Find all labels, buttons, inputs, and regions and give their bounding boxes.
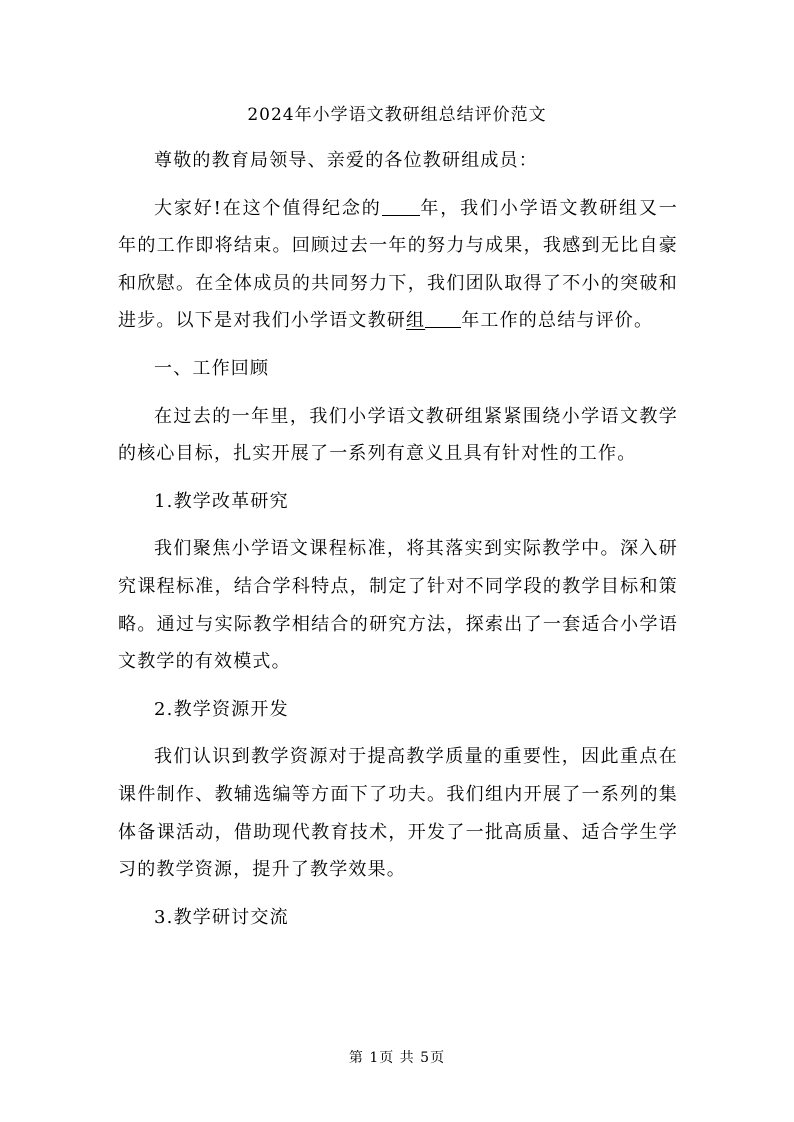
intro-underlined: 组 — [406, 310, 426, 332]
intro-paragraph — [118, 190, 678, 340]
intro-part2: 年，我们小学语文教研组又一年的工作即将结束。回顾过去一年的努力与成果，我感到无比自豪和欣慰。在全体成员的共同努力下，我们团队取得了不小的突破和进步。以下是对我们小学语文教研 — [118, 197, 678, 332]
item1-paragraph: 我们聚焦小学语文课程标准，将其落实到实际教学中。深入研究课程标准，结合学科特点，制定了针对不同学段的教学目标和策略。通过与实际教学相结合的研究方法，探索出了一套适合小学语文教学的有效模式。 — [118, 538, 678, 673]
paragraph-gap — [118, 520, 678, 530]
intro-part3: 年工作的总结与评价。 — [461, 310, 654, 332]
blank-underline — [425, 309, 461, 328]
page-number-label: 第 1页 共 5页 — [348, 1050, 446, 1066]
page-footer — [0, 1048, 794, 1068]
paragraph-gap — [118, 473, 678, 483]
paragraph-gap — [118, 340, 678, 350]
paragraph-gap — [118, 681, 678, 691]
item3-heading: 3.教学研讨交流 — [154, 906, 289, 928]
paragraph-gap — [118, 889, 678, 899]
section1-heading: 一、工作回顾 — [154, 357, 270, 379]
item2-paragraph: 我们认识到教学资源对于提高教学质量的重要性，因此重点在课件制作、教辅选编等方面下了功夫。我们组内开展了一系列的集体备课活动，借助现代教育技术，开发了一批高质量、适合学生学习的教学资源，提升了教学效果。 — [118, 746, 678, 881]
paragraph-gap — [118, 728, 678, 738]
intro-part1: 大家好!在这个值得纪念的 — [154, 197, 382, 219]
salutation: 尊敬的教育局领导、亲爱的各位教研组成员： — [154, 150, 538, 171]
document-title: 2024年小学语文教研组总结评价范文 — [247, 105, 547, 125]
paragraph-gap — [118, 180, 678, 190]
item1-heading: 1.教学改革研究 — [154, 490, 289, 512]
document-body — [118, 142, 678, 936]
section1-paragraph: 在过去的一年里，我们小学语文教研组紧紧围绕小学语文教学的核心目标，扎实开展了一系列有意义且具有针对性的工作。 — [118, 405, 678, 465]
blank-underline — [382, 197, 420, 216]
item2-heading: 2.教学资源开发 — [154, 698, 289, 720]
paragraph-gap — [118, 388, 678, 398]
